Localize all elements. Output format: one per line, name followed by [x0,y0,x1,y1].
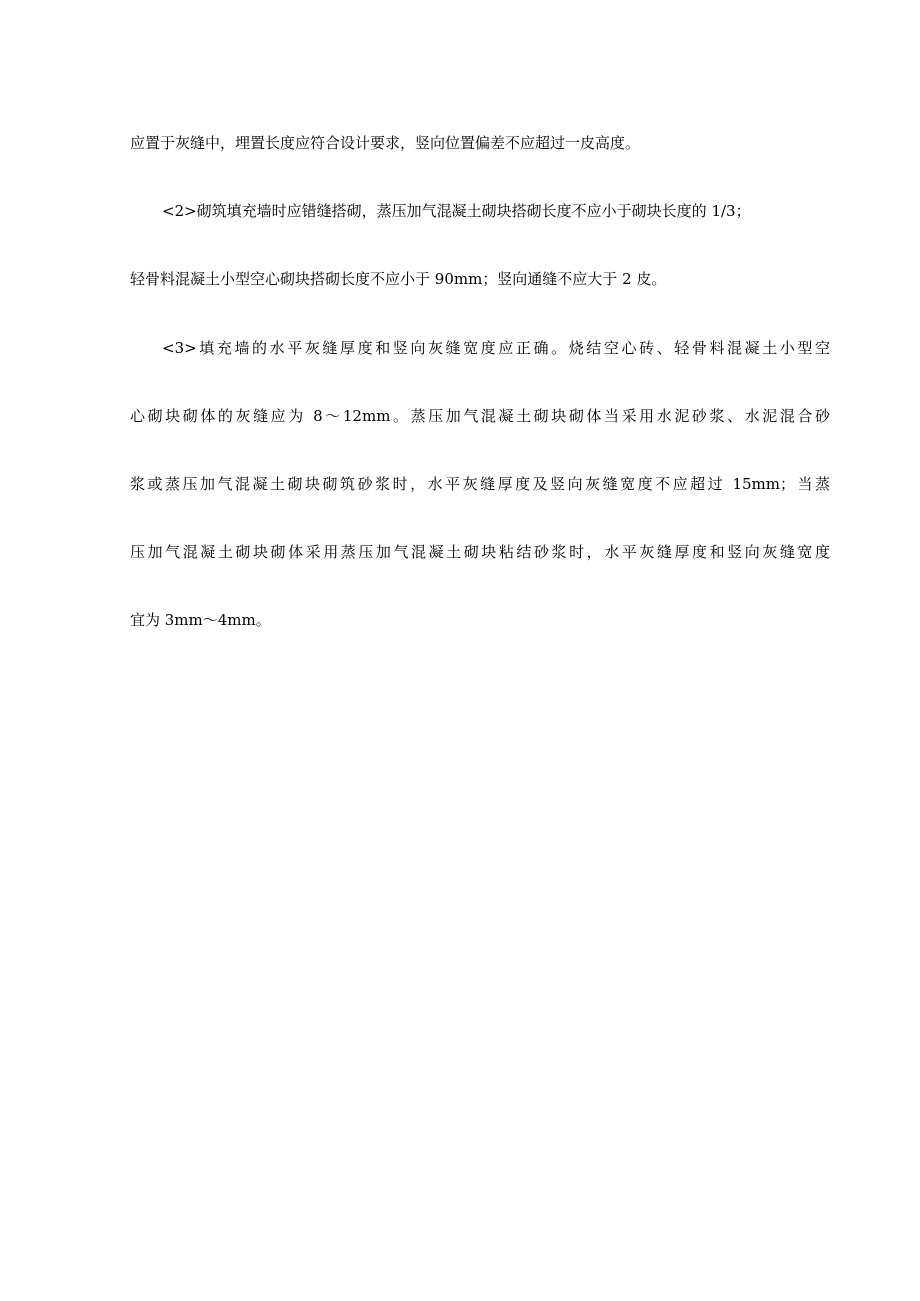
blank-line [130,228,830,262]
text-line-7: 压加气混凝土砌块砌体采用蒸压加气混凝土砌块粘结砂浆时，水平灰缝厚度和竖向灰缝宽度 [130,543,830,562]
text-line-5: 心砌块砌体的灰缝应为 8～12mm。蒸压加气混凝土砌块砌体当采用水泥砂浆、水泥混合砂 [130,406,830,425]
text-line-1: 应置于灰缝中，埋置长度应符合设计要求，竖向位置偏差不应超过一皮高度。 [130,134,641,152]
blank-line [130,160,830,194]
blank-line [130,433,830,467]
text-line-8: 宜为 3mm～4mm。 [130,611,271,630]
blank-line [130,501,830,535]
text-line-2: <2>砌筑填充墙时应错缝搭砌，蒸压加气混凝土砌块搭砌长度不应小于砌块长度的 1/3； [162,202,751,221]
blank-line [130,365,830,399]
body-text [130,126,830,637]
text-line-6: 浆或蒸压加气混凝土砌块砌筑砂浆时，水平灰缝厚度及竖向灰缝宽度不应超过 15mm；当蒸 [130,474,830,493]
text-line-3: 轻骨料混凝土小型空心砌块搭砌长度不应小于 90mm；竖向通缝不应大于 2 皮。 [130,270,667,289]
blank-line [130,296,830,330]
text-line-4: <3>填充墙的水平灰缝厚度和竖向灰缝宽度应正确。烧结空心砖、轻骨料混凝土小型空 [162,338,830,357]
blank-line [130,569,830,603]
